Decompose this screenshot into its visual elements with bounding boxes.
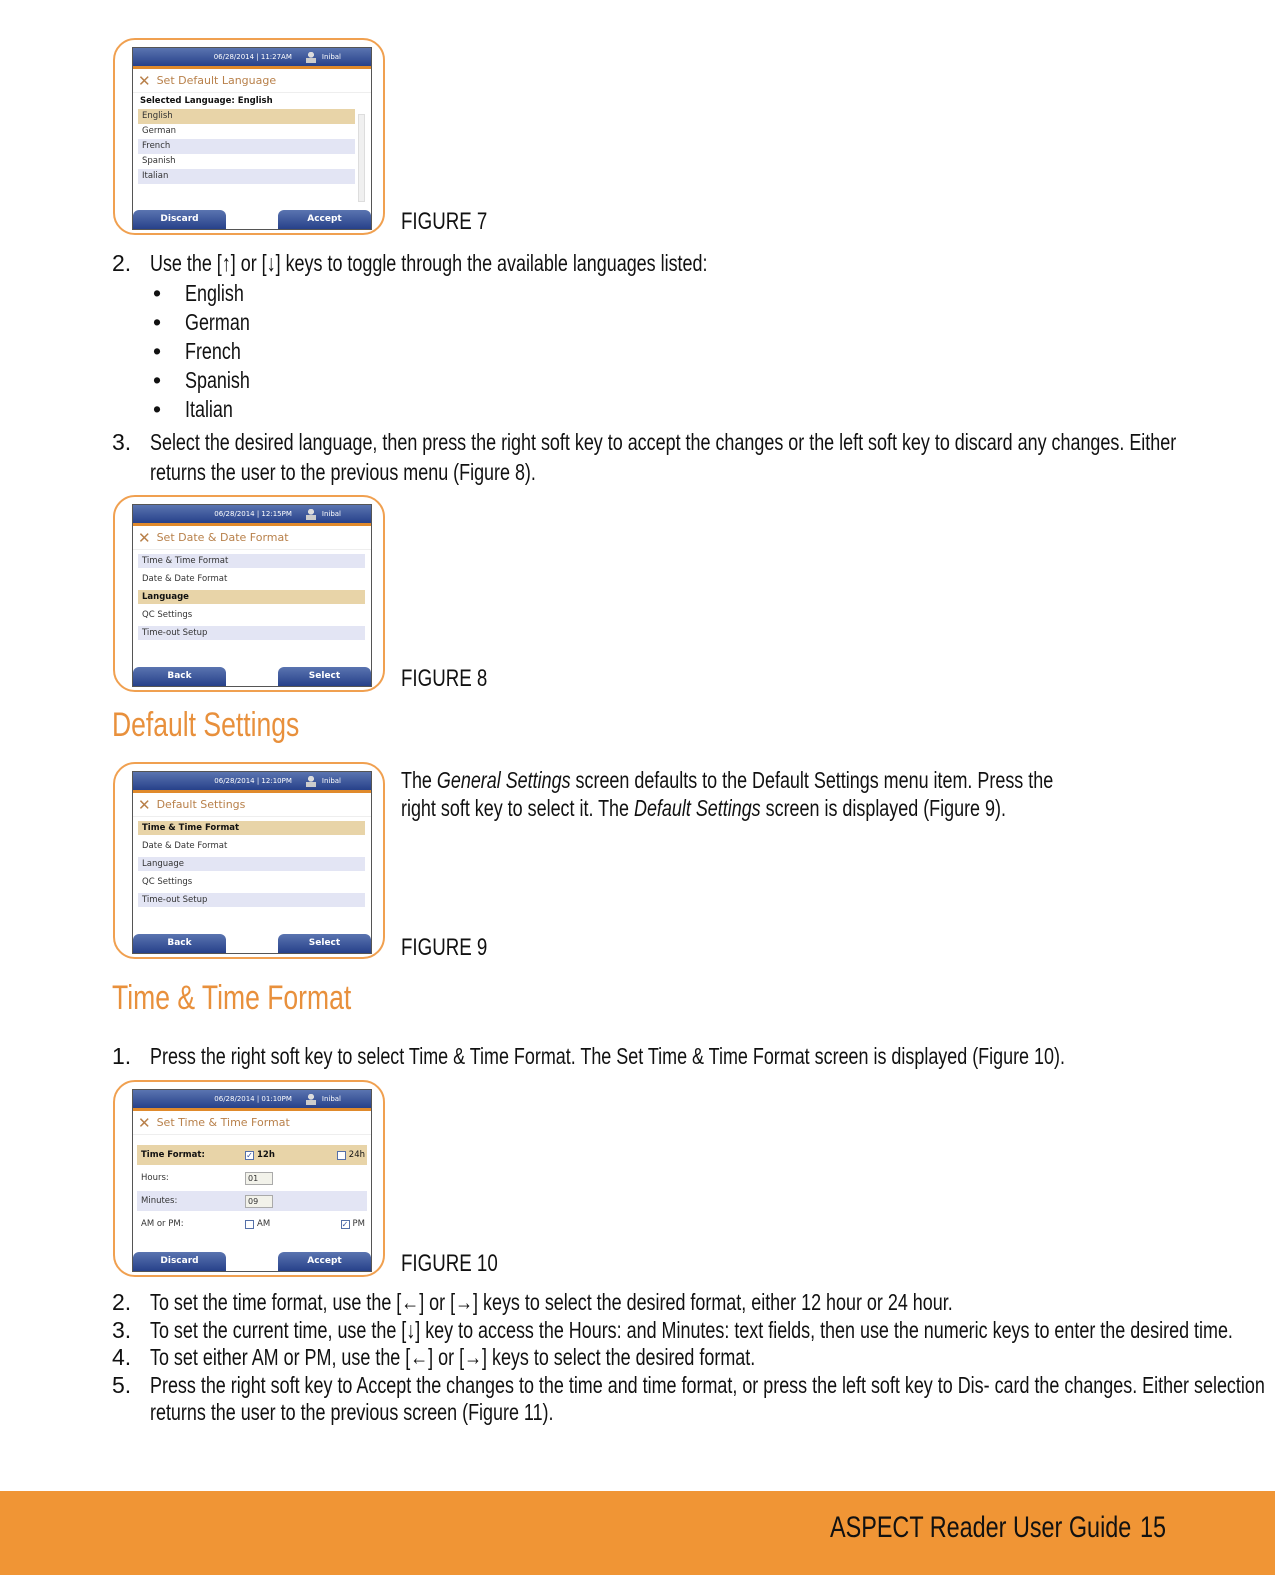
selected-language-label: Selected Language: English: [140, 96, 273, 106]
bullet: •: [153, 367, 162, 393]
select-button[interactable]: Select: [278, 667, 371, 686]
screen-title: Set Time & Time Format: [156, 1116, 290, 1129]
field-label: Minutes:: [141, 1196, 178, 1206]
step-text: To set the current time, use the [↓] key to access the Hours: and Minutes: text fields, then use the numeric keys to enter the desired time.: [150, 1317, 1233, 1343]
list-item: English: [185, 280, 244, 306]
step-number: 2.: [112, 250, 132, 276]
menu-item[interactable]: Time-out Setup: [138, 626, 365, 640]
bullet: •: [153, 338, 162, 364]
back-button[interactable]: Back: [133, 667, 226, 686]
figure-caption: FIGURE 7: [401, 208, 488, 235]
step-number: 5.: [112, 1372, 132, 1398]
step-number: 1.: [112, 1043, 132, 1069]
checkbox-12h[interactable]: ✓: [246, 1150, 253, 1160]
accept-button[interactable]: Accept: [278, 210, 371, 229]
option-label: AM: [257, 1219, 271, 1229]
screen-title: Set Date & Date Format: [156, 531, 289, 544]
section-heading: Default Settings: [112, 706, 300, 744]
page-number: 15: [1140, 1511, 1167, 1544]
back-button[interactable]: Back: [133, 934, 226, 953]
figure-caption: FIGURE 8: [401, 665, 488, 692]
status-bar: [133, 1090, 371, 1111]
paragraph-line: [401, 768, 1053, 793]
step-text: returns the user to the previous screen (Figure 11).: [150, 1399, 554, 1425]
text: screen is displayed (Figure 9).: [760, 795, 1006, 821]
user-name: Inibal: [321, 1095, 341, 1103]
scrollbar[interactable]: [358, 114, 365, 202]
status-bar: [133, 772, 371, 793]
discard-button[interactable]: Discard: [133, 1252, 226, 1271]
field-label: Time Format:: [141, 1150, 205, 1160]
bullet: •: [153, 309, 162, 335]
step-text: Press the right soft key to select Time & Time Format. The Set Time & Time Format screen is displayed (Figure 10).: [150, 1043, 1065, 1069]
status-bar: [133, 48, 371, 69]
menu-item[interactable]: Time & Time Format: [138, 554, 365, 568]
list-item: Spanish: [185, 367, 250, 393]
accept-button[interactable]: Accept: [278, 1252, 371, 1271]
user-icon: [306, 776, 316, 787]
footer-title: ASPECT Reader User Guide: [830, 1511, 1132, 1544]
option-label: PM: [352, 1219, 365, 1229]
datetime: 06/28/2014 | 12:15PM: [214, 510, 292, 518]
list-item: French: [185, 338, 241, 364]
italic-term: Default Settings: [634, 795, 761, 821]
step-text: Press the right soft key to Accept the changes to the time and time format, or press the left soft key to Dis- card the changes. Either selection: [150, 1372, 1265, 1398]
step-number: 2.: [112, 1289, 132, 1315]
minutes-row: [137, 1191, 367, 1211]
device-screen: [132, 504, 372, 687]
list-item[interactable]: Spanish: [142, 156, 176, 166]
italic-term: General Settings: [436, 767, 571, 793]
step-text: Select the desired language, then press the right soft key to accept the changes or the left soft key to discard any changes. Either: [150, 429, 1177, 455]
screen-title: Set Default Language: [156, 74, 277, 87]
bullet: •: [153, 396, 162, 422]
device-screen: [132, 47, 372, 230]
menu-item[interactable]: Date & Date Format: [142, 841, 228, 851]
text: right soft key to select it. The: [401, 795, 635, 821]
figure-caption: FIGURE 10: [401, 1250, 498, 1277]
menu-item[interactable]: Time-out Setup: [138, 893, 365, 907]
ampm-row: [137, 1214, 367, 1234]
menu-item[interactable]: Time & Time Format: [138, 821, 365, 835]
tools-icon: ✕: [138, 795, 151, 814]
field-label: AM or PM:: [141, 1219, 184, 1229]
checkbox-am[interactable]: [245, 1220, 254, 1229]
menu-item[interactable]: QC Settings: [142, 610, 193, 620]
list-item[interactable]: Italian: [138, 169, 355, 184]
list-item: Italian: [185, 396, 233, 422]
list-item[interactable]: German: [142, 126, 177, 136]
menu-item[interactable]: QC Settings: [142, 877, 193, 887]
list-item[interactable]: French: [138, 139, 355, 154]
step-text: To set the time format, use the [←] or [→] keys to select the desired format, either 12 hour or 24 hour.: [150, 1289, 953, 1315]
section-heading: Time & Time Format: [112, 979, 352, 1017]
minutes-input[interactable]: 09: [245, 1195, 273, 1208]
field-label: Hours:: [141, 1173, 169, 1183]
step-text: Use the [↑] or [↓] keys to toggle through the available languages listed:: [150, 250, 708, 276]
list-item: German: [185, 309, 250, 335]
step-text: To set either AM or PM, use the [←] or [→] keys to select the desired format.: [150, 1344, 756, 1370]
text: The: [401, 767, 437, 793]
user-icon: [306, 1094, 316, 1105]
screen-title: Default Settings: [156, 798, 246, 811]
bullet: •: [153, 280, 162, 306]
paragraph-line: [401, 796, 1006, 821]
datetime: 06/28/2014 | 11:27AM: [213, 53, 292, 61]
time-format-row: [137, 1145, 367, 1165]
tools-icon: ✕: [138, 71, 151, 90]
hours-row: [137, 1168, 367, 1188]
device-screen: [132, 1089, 372, 1272]
figure-10-device: [113, 1080, 385, 1277]
user-name: Inibal: [321, 53, 341, 61]
text: screen defaults to the Default Settings menu item. Press the: [570, 767, 1054, 793]
step-text: returns the user to the previous menu (Figure 8).: [150, 459, 536, 485]
checkbox-pm[interactable]: ✓: [341, 1219, 349, 1229]
step-number: 3.: [112, 1317, 132, 1343]
device-screen: [132, 771, 372, 954]
datetime: 06/28/2014 | 01:10PM: [214, 1095, 292, 1103]
step-number: 4.: [112, 1344, 132, 1370]
status-bar: [133, 505, 371, 526]
page-footer: [0, 1491, 1275, 1575]
list-item[interactable]: English: [138, 109, 355, 124]
tools-icon: ✕: [138, 1113, 151, 1132]
figure-7-device: [113, 38, 385, 235]
discard-button[interactable]: Discard: [133, 210, 226, 229]
user-name: Inibal: [321, 777, 341, 785]
menu-item[interactable]: Date & Date Format: [142, 574, 228, 584]
menu-item[interactable]: Language: [138, 590, 365, 604]
checkbox-24h[interactable]: [337, 1151, 346, 1160]
user-name: Inibal: [321, 510, 341, 518]
figure-caption: FIGURE 9: [401, 934, 488, 961]
figure-8-device: [113, 495, 385, 692]
language-list: [153, 281, 268, 426]
tools-icon: ✕: [138, 528, 151, 547]
menu-item[interactable]: Language: [138, 857, 365, 871]
hours-input[interactable]: 01: [245, 1172, 273, 1185]
step-number: 3.: [112, 429, 132, 455]
option-label: 24h: [348, 1150, 365, 1160]
option-label: 12h: [257, 1150, 275, 1160]
select-button[interactable]: Select: [278, 934, 371, 953]
datetime: 06/28/2014 | 12:10PM: [214, 777, 292, 785]
user-icon: [306, 52, 316, 63]
figure-9-device: [113, 762, 385, 959]
user-icon: [306, 509, 316, 520]
